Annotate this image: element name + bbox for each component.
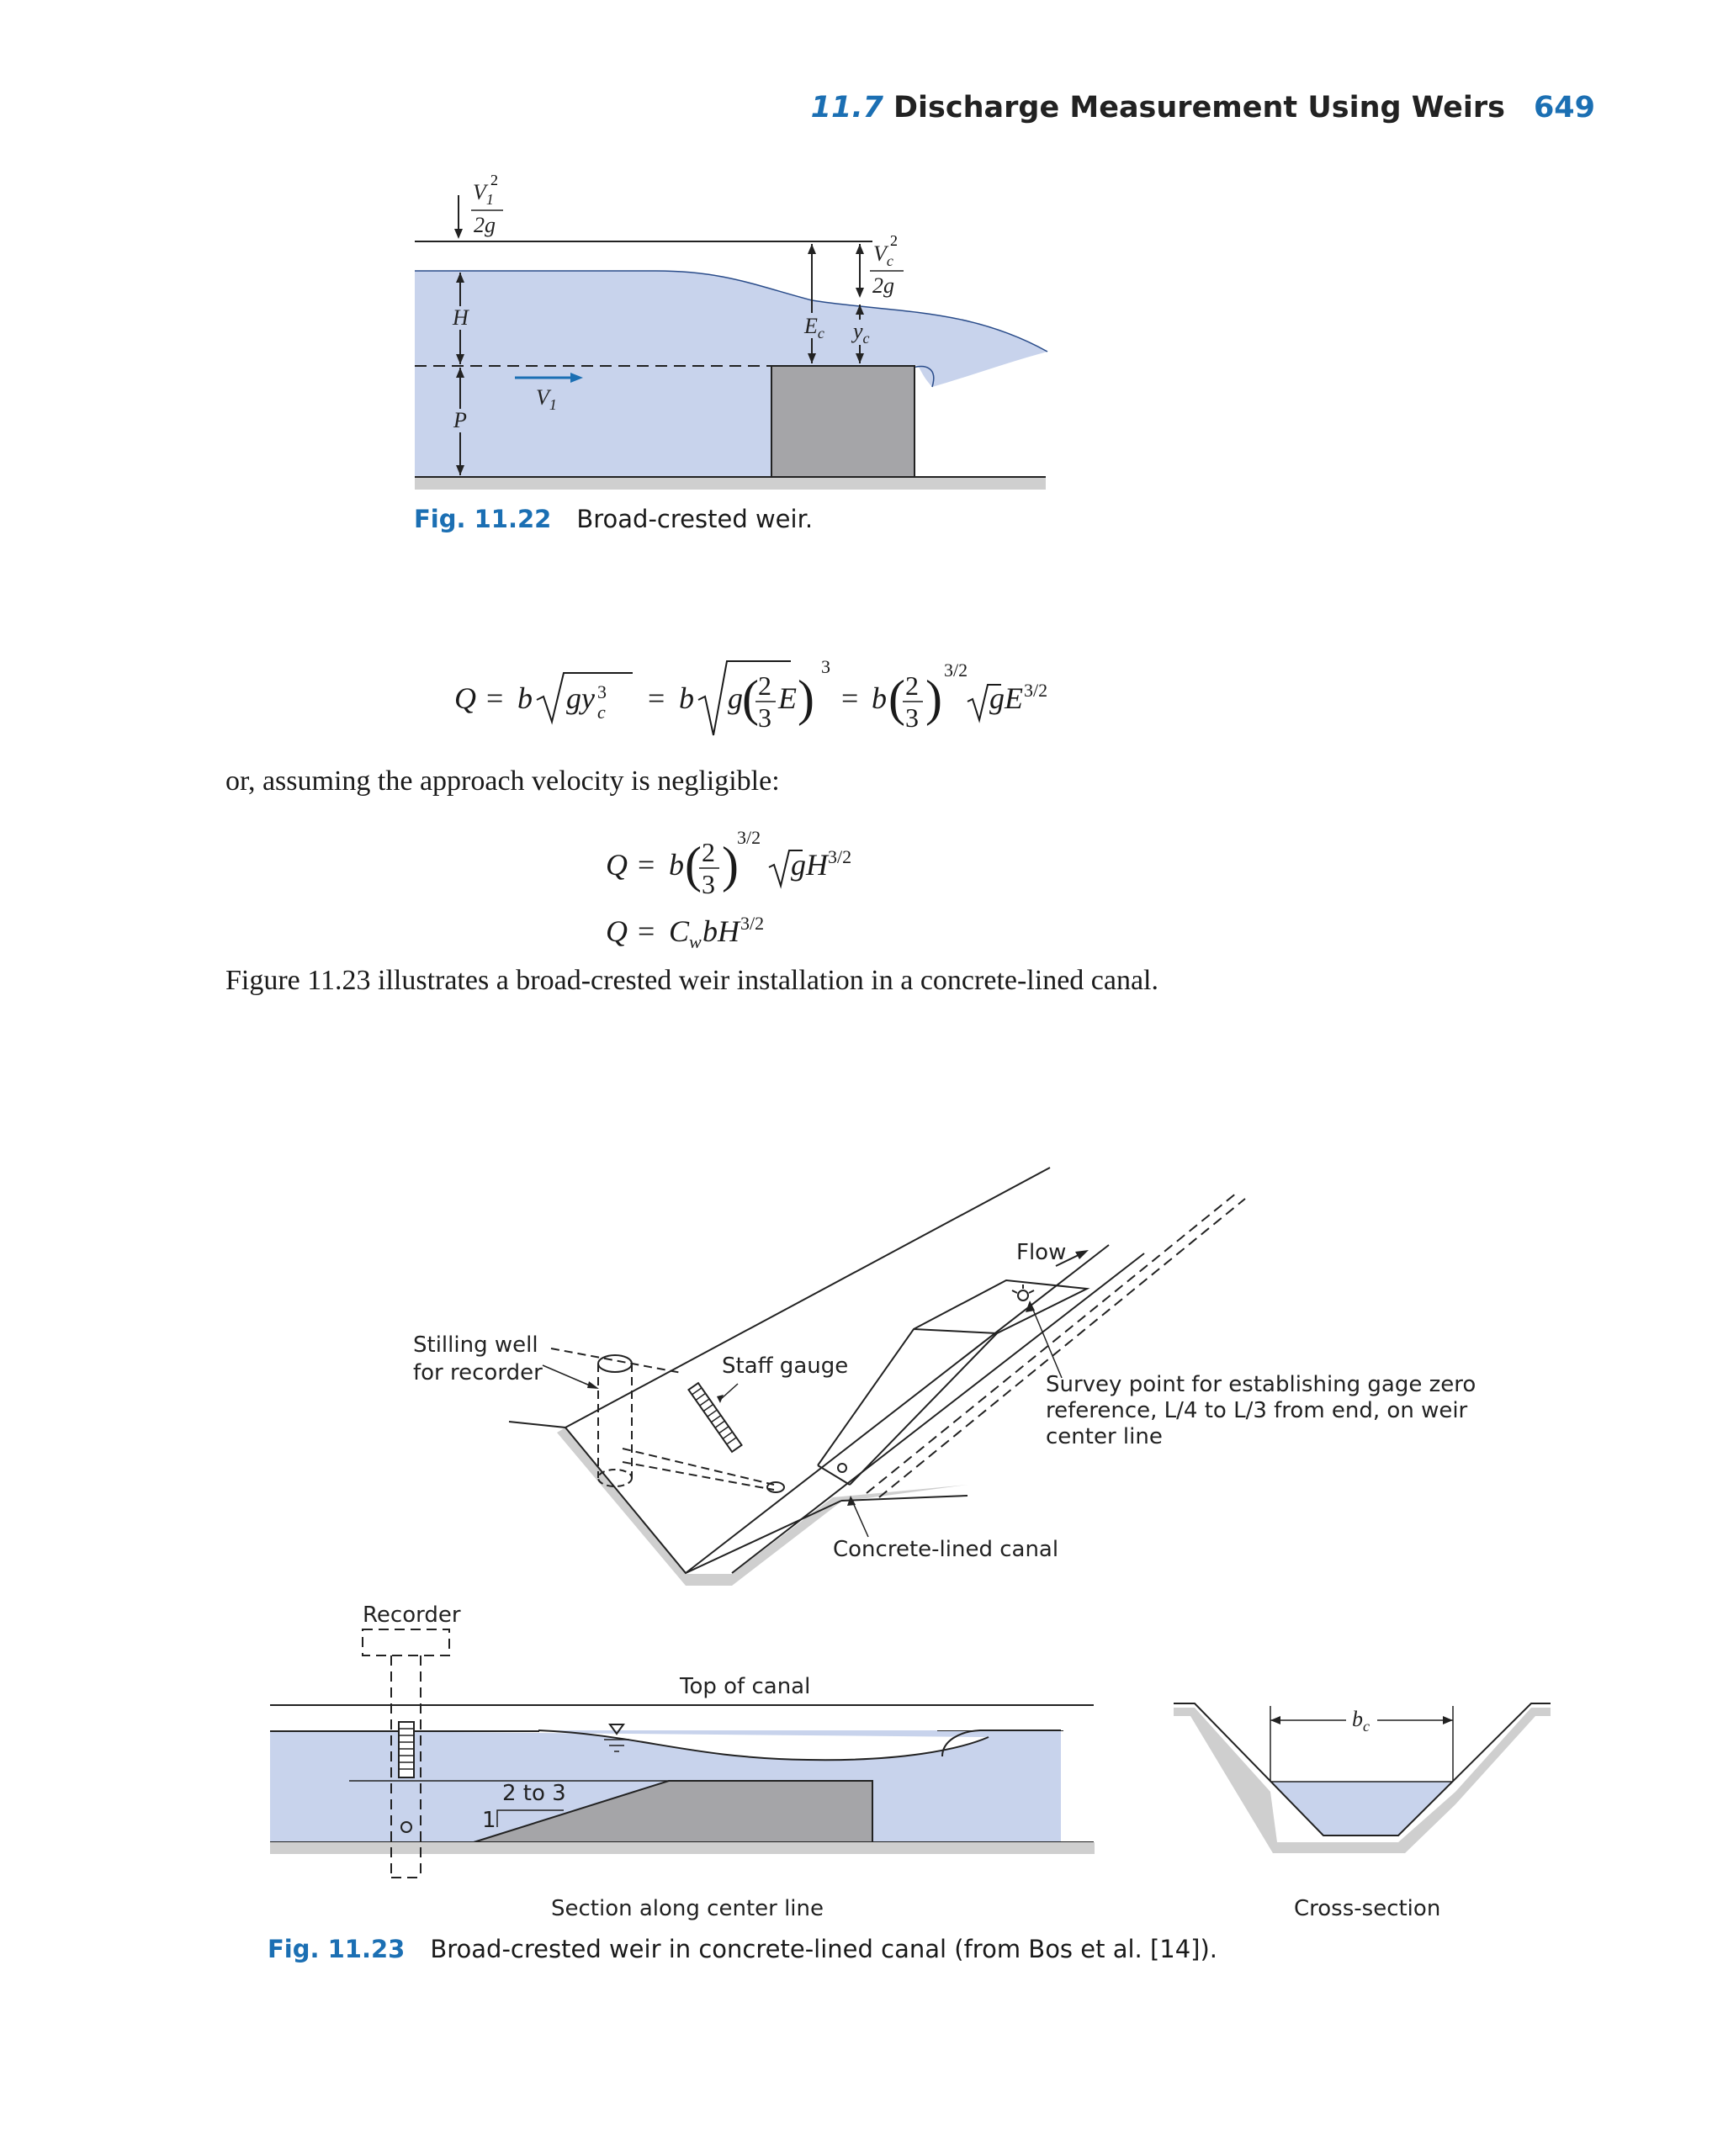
label-h: H [453, 305, 469, 330]
svg-text:3/2: 3/2 [944, 660, 968, 681]
svg-text:b: b [669, 848, 684, 882]
v1sq-sub: 1 [485, 191, 494, 208]
svg-text:gH: gH [791, 848, 828, 882]
svg-text:3: 3 [758, 702, 771, 733]
figure-11-23-diagram [0, 1119, 1723, 1935]
svg-text:): ) [925, 670, 942, 726]
label-staff-gauge: Staff gauge [722, 1353, 849, 1379]
label-stilling-well-2: for recorder [413, 1360, 543, 1385]
label-recorder: Recorder [363, 1602, 461, 1628]
figure-11-22-caption-text: Broad-crested weir. [576, 505, 814, 533]
figure-11-22-label: Fig. 11.22 [414, 505, 552, 533]
figure-11-23-label: Fig. 11.23 [268, 1935, 406, 1963]
svg-text:E: E [778, 681, 797, 715]
svg-text:3/2: 3/2 [740, 913, 765, 934]
label-bc-sub: c [1363, 1718, 1370, 1735]
svg-text:(: ( [742, 670, 759, 726]
svg-text:Q: Q [454, 681, 476, 715]
vcsq-denominator: 2g [872, 273, 894, 298]
figure-11-23-caption-text: Broad-crested weir in concrete-lined canal (from Bos et al. [14]). [430, 1935, 1218, 1963]
v1-sub: 1 [549, 396, 557, 413]
svg-text:g: g [728, 681, 743, 715]
svg-text:3: 3 [905, 702, 919, 733]
svg-text:=: = [841, 681, 859, 715]
svg-text:=: = [486, 681, 504, 715]
label-survey-3: center line [1046, 1424, 1163, 1449]
vcsq-v: V [873, 241, 887, 266]
svg-text:Q: Q [606, 848, 628, 882]
figure-11-22-diagram [0, 0, 1723, 589]
svg-text:=: = [648, 681, 665, 715]
svg-text:3: 3 [597, 681, 607, 702]
figure-11-22-caption [414, 505, 813, 533]
canal-left-bank [509, 1422, 841, 1573]
svg-text:gy: gy [566, 681, 595, 715]
label-survey-2: reference, L/4 to L/3 from end, on weir [1046, 1398, 1468, 1423]
weir-block [771, 366, 915, 478]
svg-text:): ) [798, 670, 814, 726]
svg-text:=: = [638, 848, 655, 882]
svg-text:Q: Q [606, 914, 628, 948]
yc-sub: c [862, 330, 870, 347]
label-slope: 2 to 3 [502, 1781, 566, 1806]
svg-text:2: 2 [905, 670, 919, 701]
label-section-caption: Section along center line [551, 1896, 824, 1921]
paragraph-figure-reference: Figure 11.23 illustrates a broad-crested weir installation in a concrete-lined canal. [225, 965, 1159, 996]
svg-text:bc [1352, 1707, 1370, 1735]
equation-3 [589, 904, 808, 955]
svg-text:): ) [722, 837, 739, 893]
svg-text:b: b [872, 681, 887, 715]
svg-text:w: w [689, 931, 702, 952]
ec-sub: c [817, 325, 824, 342]
svg-text:(: ( [888, 670, 905, 726]
svg-text:gE: gE [989, 681, 1023, 715]
svg-text:=: = [638, 914, 655, 948]
svg-text:(: ( [685, 837, 702, 893]
staff-gauge-perspective [688, 1383, 741, 1452]
section-title: Discharge Measurement Using Weirs [893, 91, 1505, 124]
equation-2 [589, 820, 892, 904]
svg-text:b: b [517, 681, 533, 715]
label-concrete-canal: Concrete-lined canal [833, 1537, 1059, 1562]
svg-text:3: 3 [702, 869, 715, 899]
figure-11-23-caption [268, 1935, 1217, 1963]
vcsq-power: 2 [890, 232, 898, 249]
label-flow: Flow [1016, 1240, 1067, 1265]
label-stilling-well-1: Stilling well [413, 1332, 538, 1358]
label-cross-section: Cross-section [1294, 1896, 1441, 1921]
v1-label: V [536, 385, 549, 410]
v1sq-power: 2 [490, 172, 498, 188]
label-bc: b [1352, 1707, 1363, 1731]
svg-text:2: 2 [758, 670, 771, 701]
svg-text:3/2: 3/2 [828, 846, 852, 867]
label-survey-1: Survey point for establishing gage zero [1046, 1372, 1476, 1397]
yc-label: y [853, 319, 863, 343]
ec-label: E [804, 314, 818, 338]
equation-1 [437, 648, 1048, 749]
svg-text:bH: bH [702, 914, 740, 948]
v1sq-v: V [473, 180, 486, 204]
svg-text:3/2: 3/2 [1024, 680, 1048, 701]
svg-text:b: b [679, 681, 694, 715]
canal-far-edge [565, 1168, 1050, 1428]
label-top-of-canal: Top of canal [680, 1674, 811, 1699]
svg-text:3/2: 3/2 [737, 827, 761, 848]
svg-text:c: c [597, 702, 606, 723]
svg-text:3: 3 [821, 656, 830, 677]
vcsq-sub: c [886, 252, 893, 269]
svg-text:2: 2 [702, 837, 715, 867]
v1sq-denominator: 2g [474, 213, 496, 237]
channel-bed [415, 477, 1046, 490]
section-number: 11.7 [810, 91, 883, 124]
label-p: P [453, 408, 467, 432]
recorder-box [363, 1629, 449, 1655]
page-number: 649 [1533, 91, 1595, 124]
svg-text:C: C [669, 914, 690, 948]
upstream-water [415, 271, 1047, 477]
paragraph-approach-velocity: or, assuming the approach velocity is negligible: [225, 765, 780, 797]
label-slope-one: 1 [482, 1808, 496, 1833]
